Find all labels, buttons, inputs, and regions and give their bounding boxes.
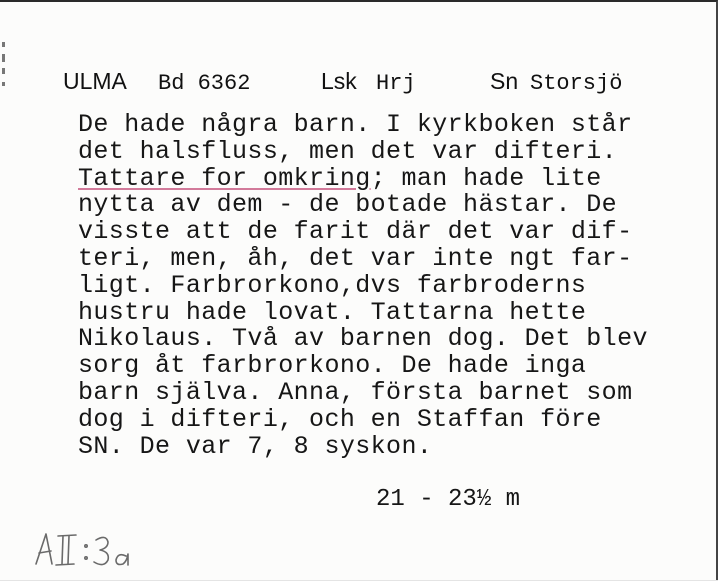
measurement: 21 - 23½ m <box>376 486 521 513</box>
body-line: hustru hade lovat. Tattarna hette <box>78 297 587 327</box>
body-line: De hade några barn. I kyrkboken står <box>78 110 633 139</box>
body-line: sorg åt farbrorkono. De hade inga <box>78 351 587 381</box>
header-sn-value: Storsjö <box>530 71 623 96</box>
header-bd: Bd 6362 <box>158 71 251 96</box>
card-header <box>0 68 718 102</box>
underlined-phrase: Tattare for omkring <box>78 163 371 193</box>
body-line: dog i difteri, och en Staffan före <box>78 404 602 434</box>
body-line: nytta av dem - de botade hästar. De <box>78 190 618 220</box>
body-line: ligt. Farbrorkono,dvs farbroderns <box>78 270 587 300</box>
header-lsk-label: Lsk <box>321 68 357 94</box>
card-body <box>78 112 708 460</box>
edge-mark <box>2 42 5 47</box>
body-line: det halsfluss, men det var difteri. <box>78 136 618 166</box>
body-line: teri, men, åh, det var inte ngt far- <box>78 243 633 273</box>
body-line: barn själva. Anna, första barnet som <box>78 377 633 407</box>
body-line: Nikolaus. Två av barnen dog. Det blev <box>78 324 648 354</box>
body-line: visste att de farit där det var dif- <box>78 217 633 247</box>
body-line: SN. De var 7, 8 syskon. <box>78 431 433 461</box>
header-name: ULMA <box>63 68 127 94</box>
header-sn-label: Sn <box>490 68 519 94</box>
body-line-rest: ; man hade lite <box>370 163 602 193</box>
header-lsk-value: Hrj <box>376 71 416 96</box>
edge-mark <box>2 54 5 62</box>
handwritten-archive-code <box>30 524 180 574</box>
body-line <box>78 163 708 193</box>
